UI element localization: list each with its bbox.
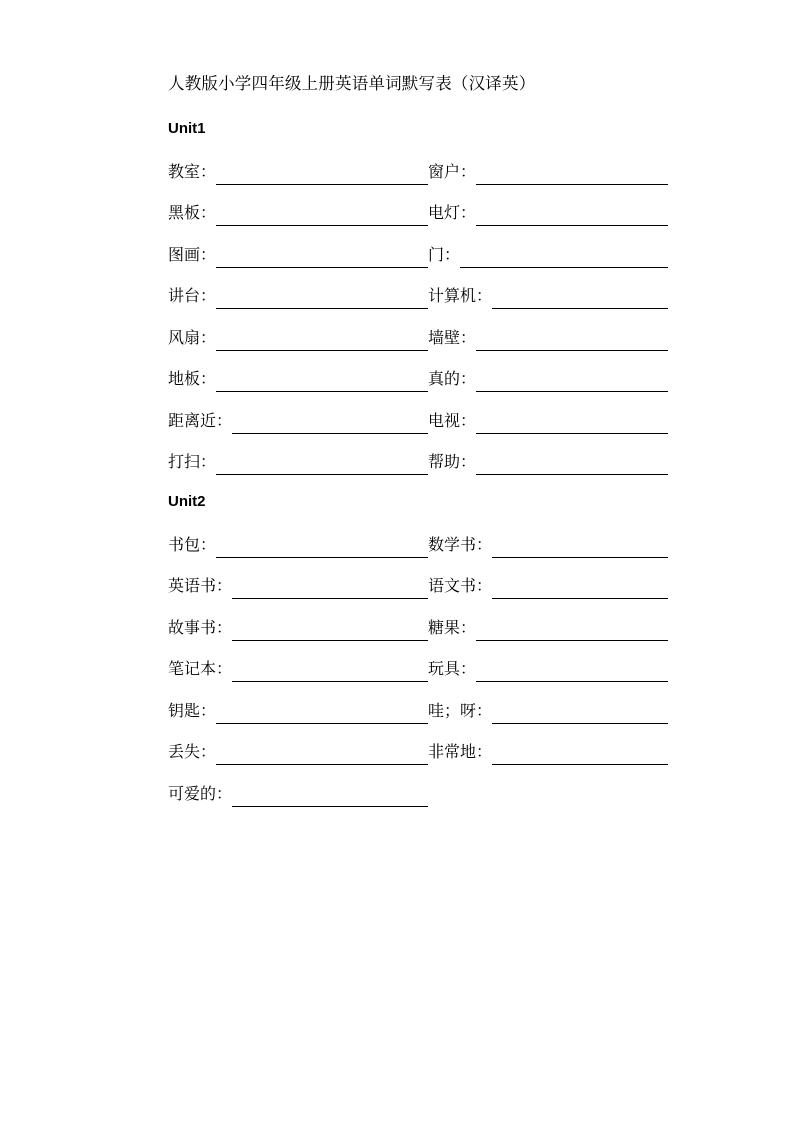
word-entry	[168, 453, 428, 475]
term-label: 可爱的	[168, 785, 217, 803]
answer-blank[interactable]	[492, 747, 668, 765]
word-entry	[168, 246, 428, 268]
word-entry	[168, 204, 428, 226]
term-label: 图画	[168, 246, 201, 264]
answer-blank[interactable]	[232, 789, 428, 807]
word-row	[168, 226, 673, 268]
term-label: 距离近	[168, 412, 217, 430]
unit-heading: Unit1	[168, 120, 206, 137]
answer-blank[interactable]	[232, 416, 428, 434]
colon-separator: ：	[476, 702, 493, 720]
word-row	[168, 641, 673, 683]
answer-blank[interactable]	[460, 250, 668, 268]
word-entry	[168, 660, 428, 682]
word-entry	[428, 619, 668, 641]
word-entry	[168, 536, 428, 558]
term-label: 钥匙	[168, 702, 201, 720]
term-label: 讲台	[168, 288, 201, 305]
word-row	[168, 765, 673, 807]
colon-separator: ：	[200, 163, 217, 181]
word-entry	[168, 702, 428, 724]
word-row	[168, 682, 673, 724]
answer-blank[interactable]	[216, 208, 428, 226]
colon-separator: ：	[476, 744, 493, 761]
term-label: 语文书	[428, 578, 477, 595]
colon-separator: ：	[460, 619, 477, 637]
word-entry	[168, 412, 428, 434]
answer-blank[interactable]	[492, 540, 668, 558]
colon-separator: ：	[200, 454, 217, 471]
word-entry	[428, 370, 668, 392]
colon-separator: ：	[444, 246, 461, 264]
term-label: 计算机	[428, 288, 477, 305]
term-label: 窗户	[428, 163, 461, 181]
word-entry	[428, 412, 668, 434]
word-entry	[428, 577, 668, 599]
term-label: 英语书	[168, 578, 217, 595]
colon-separator: ：	[460, 412, 477, 430]
answer-blank[interactable]	[476, 664, 668, 682]
word-row	[168, 268, 673, 310]
word-entry	[168, 619, 428, 641]
term-label: 糖果	[428, 619, 461, 637]
word-entry	[168, 743, 428, 765]
answer-blank[interactable]	[216, 291, 428, 309]
answer-blank[interactable]	[492, 291, 668, 309]
colon-separator: ：	[200, 744, 217, 761]
colon-separator: ：	[216, 661, 233, 678]
word-entry	[428, 536, 668, 558]
answer-blank[interactable]	[476, 333, 668, 351]
colon-separator: ：	[460, 371, 477, 388]
unit-block	[168, 120, 673, 475]
colon-separator: ：	[200, 536, 217, 554]
colon-separator: ：	[200, 205, 217, 222]
answer-blank[interactable]	[476, 208, 668, 226]
word-row	[168, 143, 673, 185]
term-label: 地板	[168, 371, 201, 388]
word-entry	[428, 287, 668, 309]
colon-separator: ：	[476, 536, 493, 554]
word-entry	[428, 204, 668, 226]
answer-blank[interactable]	[216, 540, 428, 558]
term-label: 教室	[168, 163, 201, 181]
answer-blank[interactable]	[476, 167, 668, 185]
unit-block	[168, 493, 673, 807]
colon-separator: ：	[200, 702, 217, 720]
term-label: 故事书	[168, 619, 217, 637]
word-entry	[168, 785, 428, 807]
colon-separator: ：	[200, 288, 217, 305]
answer-blank[interactable]	[476, 416, 668, 434]
word-entry	[168, 577, 428, 599]
word-row	[168, 185, 673, 227]
word-row	[168, 351, 673, 393]
colon-separator: ：	[200, 371, 217, 388]
answer-blank[interactable]	[216, 333, 428, 351]
word-row	[168, 434, 673, 476]
colon-separator: ：	[200, 329, 217, 347]
colon-separator: ：	[460, 205, 477, 222]
colon-separator: ：	[460, 661, 477, 678]
word-entry	[428, 453, 668, 475]
term-label: 真的	[428, 371, 461, 388]
answer-blank[interactable]	[216, 706, 428, 724]
answer-blank[interactable]	[476, 374, 668, 392]
term-label: 打扫	[168, 454, 201, 471]
word-row	[168, 309, 673, 351]
term-label: 电灯	[428, 205, 461, 222]
term-label: 黑板	[168, 205, 201, 222]
term-label: 风扇	[168, 329, 201, 347]
term-label: 电视	[428, 412, 461, 430]
word-entry	[428, 702, 668, 724]
word-entry	[428, 329, 668, 351]
word-row	[168, 392, 673, 434]
word-entry	[168, 287, 428, 309]
word-row	[168, 516, 673, 558]
colon-separator: ：	[460, 454, 477, 471]
word-entry	[428, 743, 668, 765]
colon-separator: ：	[460, 329, 477, 347]
word-entry	[428, 163, 668, 185]
term-label: 门	[428, 246, 445, 264]
term-label: 玩具	[428, 661, 461, 678]
answer-blank[interactable]	[492, 706, 668, 724]
answer-blank[interactable]	[216, 250, 428, 268]
word-entry	[168, 163, 428, 185]
answer-blank[interactable]	[492, 581, 668, 599]
term-label: 丢失	[168, 744, 201, 761]
answer-blank[interactable]	[476, 623, 668, 641]
colon-separator: ：	[216, 578, 233, 595]
colon-separator: ：	[216, 785, 233, 803]
word-entry	[168, 329, 428, 351]
units-container	[168, 120, 673, 807]
word-row	[168, 724, 673, 766]
colon-separator: ：	[460, 163, 477, 181]
colon-separator: ：	[476, 578, 493, 595]
term-label: 墙壁	[428, 329, 461, 347]
word-entry	[428, 246, 668, 268]
term-label: 笔记本	[168, 661, 217, 678]
answer-blank[interactable]	[216, 167, 428, 185]
answer-blank[interactable]	[232, 664, 428, 682]
answer-blank[interactable]	[232, 623, 428, 641]
term-label: 书包	[168, 536, 201, 554]
term-label: 哇；呀	[428, 702, 477, 720]
answer-blank[interactable]	[232, 581, 428, 599]
word-row	[168, 599, 673, 641]
answer-blank[interactable]	[216, 374, 428, 392]
unit-heading: Unit2	[168, 493, 206, 510]
term-label: 帮助	[428, 454, 461, 471]
answer-blank[interactable]	[216, 457, 428, 475]
colon-separator: ：	[476, 288, 493, 305]
term-label: 非常地	[428, 744, 477, 761]
word-entry	[428, 660, 668, 682]
answer-blank[interactable]	[476, 457, 668, 475]
term-label: 数学书	[428, 536, 477, 554]
word-row	[168, 558, 673, 600]
page-title: 人教版小学四年级上册英语单词默写表（汉译英）	[168, 74, 536, 93]
colon-separator: ：	[216, 412, 233, 430]
word-entry	[168, 370, 428, 392]
answer-blank[interactable]	[216, 747, 428, 765]
section-spacer	[168, 485, 673, 493]
colon-separator: ：	[200, 246, 217, 264]
colon-separator: ：	[216, 619, 233, 637]
